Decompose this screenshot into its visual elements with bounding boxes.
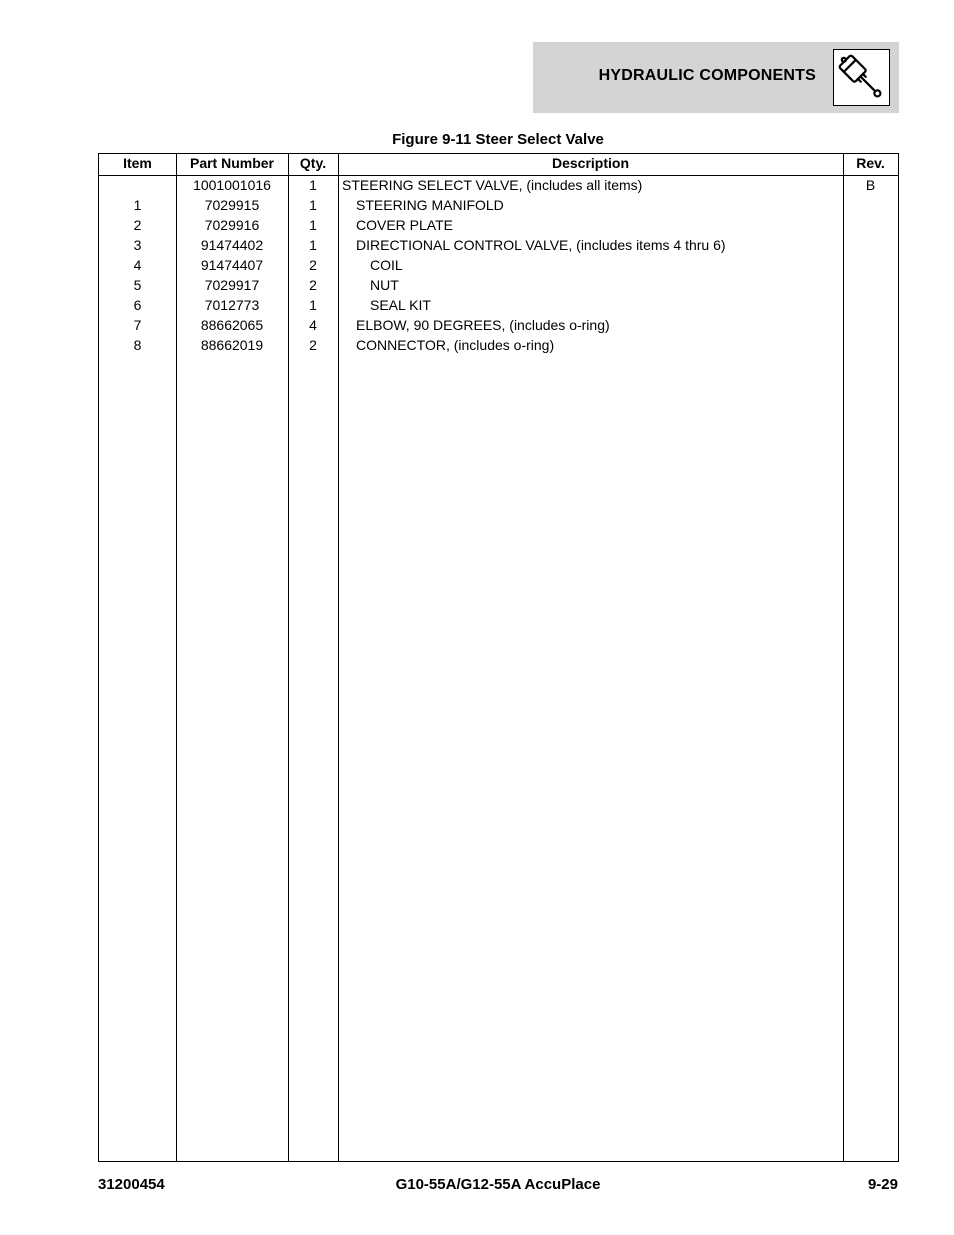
quantity: 2	[309, 277, 317, 293]
quantity: 1	[309, 177, 317, 193]
table-row	[99, 195, 898, 215]
table-row	[99, 315, 898, 335]
description: COIL	[370, 257, 403, 273]
item-number: 8	[133, 337, 142, 353]
quantity: 1	[309, 217, 317, 233]
section-title: HYDRAULIC COMPONENTS	[598, 67, 816, 84]
description: STEERING MANIFOLD	[356, 197, 504, 213]
section-header	[533, 42, 899, 113]
quantity: 2	[309, 257, 317, 273]
table-row	[99, 255, 898, 275]
item-number: 5	[133, 277, 142, 293]
footer-page-number: 9-29	[867, 1176, 898, 1193]
table-row	[99, 275, 898, 295]
revision: B	[865, 177, 876, 193]
header-description: Description	[551, 155, 629, 171]
quantity: 1	[309, 297, 317, 313]
hydraulic-cylinder-icon	[833, 49, 890, 106]
header-rev: Rev.	[856, 155, 885, 171]
revision	[843, 335, 898, 355]
item-number: 3	[133, 237, 142, 253]
description: SEAL KIT	[370, 297, 431, 313]
header-item: Item	[123, 155, 152, 171]
header-part-number: Part Number	[189, 155, 275, 171]
part-number: 7029916	[204, 217, 260, 233]
part-number: 7029917	[204, 277, 260, 293]
parts-table	[98, 153, 899, 1162]
quantity: 1	[309, 197, 317, 213]
part-number: 7029915	[204, 197, 260, 213]
header-qty: Qty.	[299, 155, 327, 171]
item-number: 6	[133, 297, 142, 313]
item-number: 7	[133, 317, 142, 333]
table-row	[99, 215, 898, 235]
table-row	[99, 175, 898, 195]
revision	[843, 255, 898, 275]
part-number: 88662019	[200, 337, 264, 353]
part-number: 88662065	[200, 317, 264, 333]
description: ELBOW, 90 DEGREES, (includes o-ring)	[356, 317, 610, 333]
description: CONNECTOR, (includes o-ring)	[356, 337, 555, 353]
part-number: 7012773	[204, 297, 260, 313]
revision	[843, 315, 898, 335]
quantity: 4	[309, 317, 317, 333]
table-row	[99, 235, 898, 255]
quantity: 2	[309, 337, 317, 353]
description: DIRECTIONAL CONTROL VALVE, (includes items 4 thru 6)	[356, 237, 726, 253]
description: NUT	[370, 277, 399, 293]
item-number: 2	[133, 217, 142, 233]
item-number: 4	[133, 257, 142, 273]
quantity: 1	[309, 237, 317, 253]
revision	[843, 195, 898, 215]
description: STEERING SELECT VALVE, (includes all items)	[342, 177, 643, 193]
part-number: 91474407	[200, 257, 264, 273]
figure-title: Figure 9-11 Steer Select Valve	[392, 131, 604, 148]
revision	[843, 235, 898, 255]
item-number: 1	[133, 197, 142, 213]
revision	[843, 295, 898, 315]
item-number	[99, 175, 176, 195]
table-row	[99, 335, 898, 355]
description: COVER PLATE	[356, 217, 453, 233]
footer-model: G10-55A/G12-55A AccuPlace	[395, 1176, 601, 1193]
table-row	[99, 295, 898, 315]
footer-doc-number: 31200454	[98, 1176, 165, 1193]
part-number: 1001001016	[193, 177, 271, 193]
part-number: 91474402	[200, 237, 264, 253]
revision	[843, 275, 898, 295]
revision	[843, 215, 898, 235]
